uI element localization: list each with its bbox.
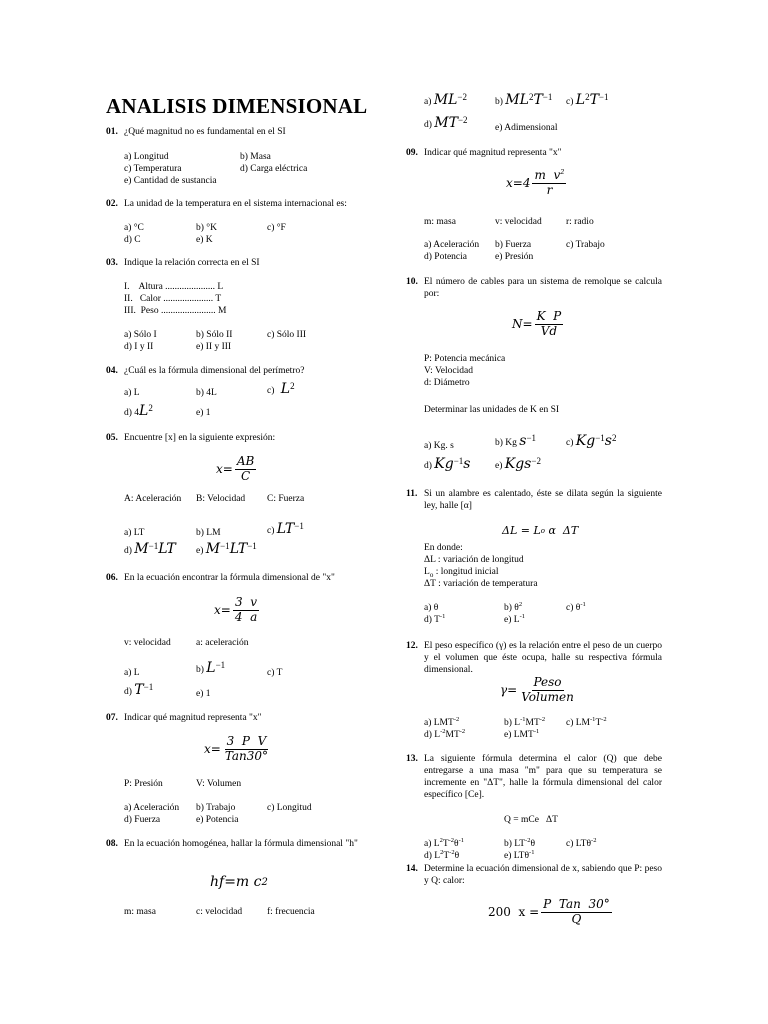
option-c: c) Kg−1s2 [566, 432, 617, 449]
option-c: c) Trabajo [566, 240, 605, 250]
option-e: e) LTθ$^{-1}$ [504, 848, 535, 861]
option-d: d) $T^{-1}$ [424, 612, 446, 625]
option-b: b) LM [196, 528, 221, 538]
variable-b: B: Velocidad [196, 494, 246, 504]
variable-m: m: masa [124, 907, 156, 917]
question-prompt: Determinar las unidades de K en SI [424, 405, 560, 415]
formula: x= $\frac{\text{3 P V}}{\text{Tan30°}}$ [204, 734, 269, 763]
option-b: b) Kg s−1 [495, 432, 537, 449]
question-number: 03. [106, 258, 118, 268]
question-text: Encuentre [x] en la siguiente expresión: [124, 433, 276, 443]
question-text: Determine la ecuación dimensional de x, sabiendo que P: peso y Q: calor: [424, 864, 662, 886]
question-text: En la ecuación encontrar la fórmula dimensional de "x" [124, 573, 335, 583]
question-number: 08. [106, 839, 118, 849]
option-c: c) LT−1 [267, 520, 304, 537]
option-d: d) T−1 [124, 681, 154, 698]
option-c: c) $LM^{-1}T^{-2}$ [566, 715, 607, 728]
option-e: e) Presión [495, 252, 534, 262]
option-a: a) Aceleración [424, 240, 480, 250]
variable-m: m: masa [424, 217, 456, 227]
formula: x= $\frac{3 v}{4 a}$ [214, 595, 258, 624]
option-a: a) Sólo I [124, 330, 157, 340]
option-c: c) $\theta^{-1}$ [566, 600, 586, 613]
option-a: a) LT [124, 528, 145, 538]
option-c: c) °F [267, 223, 286, 233]
variable-p: P: Potencia mecánica [424, 354, 506, 364]
option-d: d) M−1LT [124, 540, 176, 557]
formula: N= $\frac{\text{K P}}{Vd}$ [512, 309, 562, 338]
option-b: b) Masa [240, 152, 271, 162]
option-e: e) Adimensional [495, 123, 558, 133]
variable-v: v: velocidad [495, 217, 542, 227]
question-number: 02. [106, 199, 118, 209]
option-d: d) Potencia [424, 252, 468, 262]
option-a: a) θ [424, 603, 439, 613]
variable-c: c: velocidad [196, 907, 243, 917]
option-b: b) ML2T−1 [495, 91, 553, 108]
where-label: En donde: [424, 543, 463, 553]
option-e: e) Cantidad de sustancia [124, 176, 217, 186]
question-text: ¿Cuál es la fórmula dimensional del perímetro? [124, 366, 305, 376]
option-e: e) 1 [196, 408, 211, 418]
variable-c: C: Fuerza [267, 494, 305, 504]
option-a: a) Aceleración [124, 803, 180, 813]
option-c: c) Temperatura [124, 164, 182, 174]
option-a: a) L [124, 388, 140, 398]
option-e: e) Kgs−2 [495, 455, 541, 472]
option-e: e) K [196, 235, 213, 245]
option-a: a) L [124, 668, 140, 678]
formula: Q = mCe ΔT [504, 815, 558, 825]
option-a: a) °C [124, 223, 144, 233]
formula: γ= $\frac{\text{Peso}}{\text{Volumen}}$ [500, 675, 574, 704]
variable-v: V: Volumen [196, 779, 242, 789]
variable-f: f: frecuencia [267, 907, 315, 917]
question-number: 13. [406, 754, 418, 764]
formula: x=4 $\frac{m v^2}{r}$ [506, 168, 565, 197]
option-c: c) Sólo III [267, 330, 307, 340]
variable-a: A: Aceleración [124, 494, 182, 504]
option-a: a) Kg. s [424, 441, 454, 451]
option-d: d) $L^2T^{-2}\theta$ [424, 848, 460, 861]
question-number: 14. [406, 864, 418, 874]
option-b: b) $LT^{-2}\theta$ [504, 836, 536, 849]
question-text: Indicar qué magnitud representa "x" [424, 148, 562, 158]
question-number: 04. [106, 366, 118, 376]
question-text: Indicar qué magnitud representa "x" [124, 713, 262, 723]
formula: ΔL = L o α ΔT [502, 524, 579, 537]
option-b: b) 4L [196, 388, 217, 398]
question-text: El número de cables para un sistema de remolque se calcula por: [424, 277, 662, 299]
option-b: b) L−1 [196, 659, 226, 676]
variable-a: a: aceleración [196, 638, 249, 648]
variable-r: r: radio [566, 217, 594, 227]
option-d: d) Carga eléctrica [240, 164, 308, 174]
question-text: En la ecuación homogénea, hallar la fórmula dimensional "h" [124, 839, 358, 849]
option-b: b) Fuerza [495, 240, 532, 250]
question-number: 06. [106, 573, 118, 583]
option-e: e) II y III [196, 342, 232, 352]
variable-v: v: velocidad [124, 638, 171, 648]
option-b: b) $\theta^2$ [504, 600, 523, 613]
option-d: d) $L^{-2}MT^{-2}$ [424, 727, 466, 740]
variable-v: V: Velocidad [424, 366, 473, 376]
question-number: 05. [106, 433, 118, 443]
option-d: d) Kg−1s [424, 455, 471, 472]
option-e: e) 1 [196, 689, 211, 699]
option-c: c) L2 [267, 380, 295, 397]
question-text: La siguiente fórmula determina el calor (Q) que debe entregarse a una masa "m" para que su temperatura se incremente en "ΔT", halle la fórmula dimensional del calor específico [Ce]. [424, 754, 662, 800]
option-a: a) Longitud [124, 152, 169, 162]
option-c: c) LTθ$^{-2}$ [566, 836, 597, 849]
option-e: e) M−1LT−1 [196, 540, 257, 557]
question-number: 07. [106, 713, 118, 723]
question-text: Indique la relación correcta en el SI [124, 258, 260, 268]
page-title: ANALISIS DIMENSIONAL [106, 94, 368, 118]
option-d: d) 4L2 [124, 402, 153, 419]
formula: 200 x = $\frac{\text{P Tan 30°}}{Q}$ [488, 897, 610, 926]
option-c: c) T [267, 668, 283, 678]
option-c: c) L2T−1 [566, 91, 609, 108]
option-e: e) $LMT^{-1}$ [504, 727, 540, 740]
statement-3: III. Peso ....................... M [124, 306, 227, 316]
option-a: a) $LMT^{-2}$ [424, 715, 460, 728]
option-b: b) °K [196, 223, 217, 233]
formula: x= $\frac{AB}{C}$ [216, 454, 255, 483]
option-b: b) Sólo II [196, 330, 233, 340]
question-number: 09. [406, 148, 418, 158]
option-a: a) $L^2T^{-2}\theta^{-1}$ [424, 836, 465, 849]
statement-1: I. Altura ..................... L [124, 282, 224, 292]
option-b: b) Trabajo [196, 803, 236, 813]
variable-p: P: Presión [124, 779, 163, 789]
question-text: El peso específico (γ) es la relación entre el peso de un cuerpo y el volumen que éste ocupa, halle su respectiva fórmula dimensional. [424, 641, 662, 675]
question-text: Si un alambre es calentado, éste se dilata según la siguiente ley, halle [α] [424, 489, 662, 511]
option-d: d) Fuerza [124, 815, 161, 825]
option-e: e) $L^{-1}$ [504, 612, 525, 625]
question-number: 12. [406, 641, 418, 651]
question-number: 01. [106, 127, 118, 137]
variable-delta-l: ΔL : variación de longitud [424, 555, 524, 565]
question-number: 11. [406, 489, 418, 499]
variable-d: d: Diámetro [424, 378, 470, 388]
variable-delta-t: ΔT : variación de temperatura [424, 579, 538, 589]
question-text: ¿Qué magnitud no es fundamental en el SI [124, 127, 286, 137]
question-number: 10. [406, 277, 418, 287]
option-d: d) I y II [124, 342, 154, 352]
option-b: b) $L^{-1}MT^{-2}$ [504, 715, 546, 728]
option-d: d) C [124, 235, 141, 245]
statement-2: II. Calor ..................... T [124, 294, 222, 304]
variable-lo: $L_o$ : longitud inicial [424, 567, 499, 579]
option-a: a) ML−2 [424, 91, 467, 108]
formula: hf=m c 2 [210, 874, 268, 890]
option-d: d) MT−2 [424, 114, 468, 131]
option-e: e) Potencia [196, 815, 239, 825]
option-c: c) Longitud [267, 803, 312, 813]
question-text: La unidad de la temperatura en el sistema internacional es: [124, 199, 347, 209]
